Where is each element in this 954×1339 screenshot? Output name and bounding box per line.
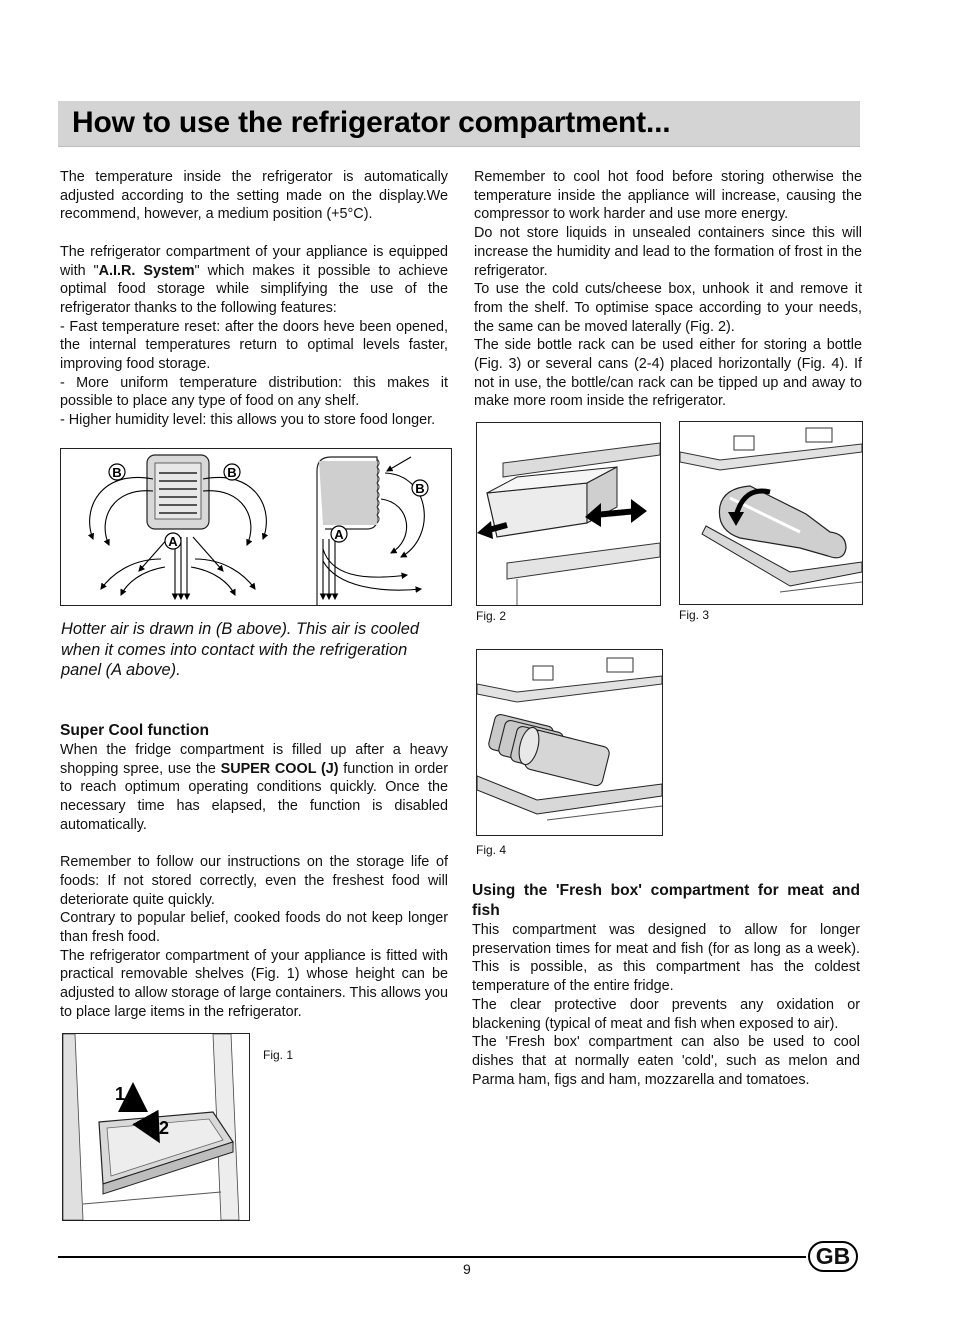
- fig4-svg: [477, 650, 662, 835]
- fresh-box-paragraph-1: This compartment was designed to allow for longer preservation times for meat and fish (for as long as a week). This is possible, as this compartment has the coldest temperature of the entire fridge.: [472, 922, 860, 995]
- cool-hot-food-paragraph: Remember to cool hot food before storing otherwise the temperature inside the appliance will increase, causing the compressor to work harder and use more energy.: [474, 169, 862, 223]
- fig3-illustration: [679, 421, 863, 605]
- fresh-box-section: [472, 881, 860, 1089]
- fig4-caption: Fig. 4: [476, 843, 507, 857]
- label-b-left: B: [112, 465, 122, 480]
- refrigeration-panel-front: [147, 455, 209, 529]
- fig2-caption: Fig. 2: [476, 609, 507, 623]
- label-b-side: B: [415, 481, 425, 496]
- feature-uniform-distribution: - More uniform temperature distribution: this makes it possible to place any type of food on any shelf.: [60, 374, 448, 410]
- label-b-right: B: [227, 465, 237, 480]
- language-badge: GB: [808, 1241, 858, 1272]
- super-cool-paragraph: When the fridge compartment is filled up after a heavy shopping spree, use the SUPER COOL (J) function in order to reach optimum operating conditions quickly. Once the necessary time has elapsed, the function is disabled automatically.: [60, 742, 448, 833]
- fig3-caption: Fig. 3: [679, 608, 710, 622]
- fig1-step-2: 2: [159, 1118, 170, 1138]
- refrigeration-panel-side: [317, 457, 379, 605]
- right-column-text: [474, 168, 862, 411]
- fig1-step-1: 1: [115, 1084, 126, 1104]
- fresh-box-heading: Using the 'Fresh box' compartment for meat and fish: [472, 882, 860, 919]
- air-system-paragraph: The refrigerator compartment of your appliance is equipped with "A.I.R. System" which makes it possible to achieve optimal food storage while simplifying the use of the refrigerator thanks to the following features:: [60, 243, 448, 316]
- super-cool-section: [60, 721, 448, 1022]
- airflow-caption: Hotter air is drawn in (B above). This air is cooled when it comes into contact with the refrigeration panel (A above).: [61, 620, 420, 680]
- airflow-diagram: [60, 448, 452, 606]
- airflow-diagram-svg: [61, 449, 451, 605]
- fig3-svg: [680, 422, 862, 604]
- feature-fast-reset: - Fast temperature reset: after the doors heve been opened, the internal temperatures return to optimal levels faster, improving food storage.: [60, 318, 448, 373]
- cooked-foods-paragraph: Contrary to popular belief, cooked foods do not keep longer than fresh food.: [60, 910, 448, 946]
- page-title: How to use the refrigerator compartment...: [72, 106, 671, 139]
- fresh-box-paragraph-3: The 'Fresh box' compartment can also be used to cool dishes that at normally eaten 'cold', such as melon and Parma ham, figs and ham, mozzarella and tomatoes.: [472, 1034, 860, 1088]
- removable-shelves-paragraph: The refrigerator compartment of your appliance is fitted with practical removable shelves (Fig. 1) whose height can be adjusted to allow storage of large containers. This allows you to place large items in the refrigerator.: [60, 947, 448, 1020]
- footer-rule: [58, 1256, 806, 1258]
- fig1-caption: Fig. 1: [263, 1048, 294, 1062]
- fig1-illustration: [62, 1033, 250, 1221]
- fig2-svg: [477, 423, 660, 605]
- storage-life-paragraph: Remember to follow our instructions on the storage life of foods: If not stored correctly, even the freshest food will deteriorate quite quickly.: [60, 854, 448, 908]
- title-bar: [58, 101, 860, 147]
- left-column-intro: [60, 168, 448, 430]
- page-number: 9: [463, 1261, 471, 1277]
- fig1-svg: [63, 1034, 249, 1220]
- fig2-illustration: [476, 422, 661, 606]
- fig4-illustration: [476, 649, 663, 836]
- super-cool-key: SUPER COOL (J): [220, 760, 339, 777]
- feature-humidity: - Higher humidity level: this allows you to store food longer.: [60, 412, 436, 429]
- fresh-box-paragraph-2: The clear protective door prevents any oxidation or blackening (typical of meat and fish when exposed to air).: [472, 996, 860, 1032]
- label-a-side: A: [334, 527, 344, 542]
- bottle-rack-paragraph: The side bottle rack can be used either for storing a bottle (Fig. 3) or several cans (2-4) placed horizontally (Fig. 4). If not in use, the bottle/can rack can be tipped up and away to make more room inside the refrigerator.: [474, 337, 862, 410]
- unsealed-liquids-paragraph: Do not store liquids in unsealed containers since this will increase the humidity and lead to the formation of frost in the refrigerator.: [474, 225, 862, 279]
- air-system-name: A.I.R. System: [98, 262, 195, 279]
- label-a-left: A: [168, 534, 178, 549]
- cheese-box-paragraph: To use the cold cuts/cheese box, unhook it and remove it from the shelf. To optimise space according to your needs, the same can be moved laterally (Fig. 2).: [474, 281, 862, 335]
- super-cool-heading: Super Cool function: [60, 722, 209, 739]
- intro-paragraph: The temperature inside the refrigerator is automatically adjusted according to the setting made on the display.We recommend, however, a medium position (+5°C).: [60, 169, 448, 223]
